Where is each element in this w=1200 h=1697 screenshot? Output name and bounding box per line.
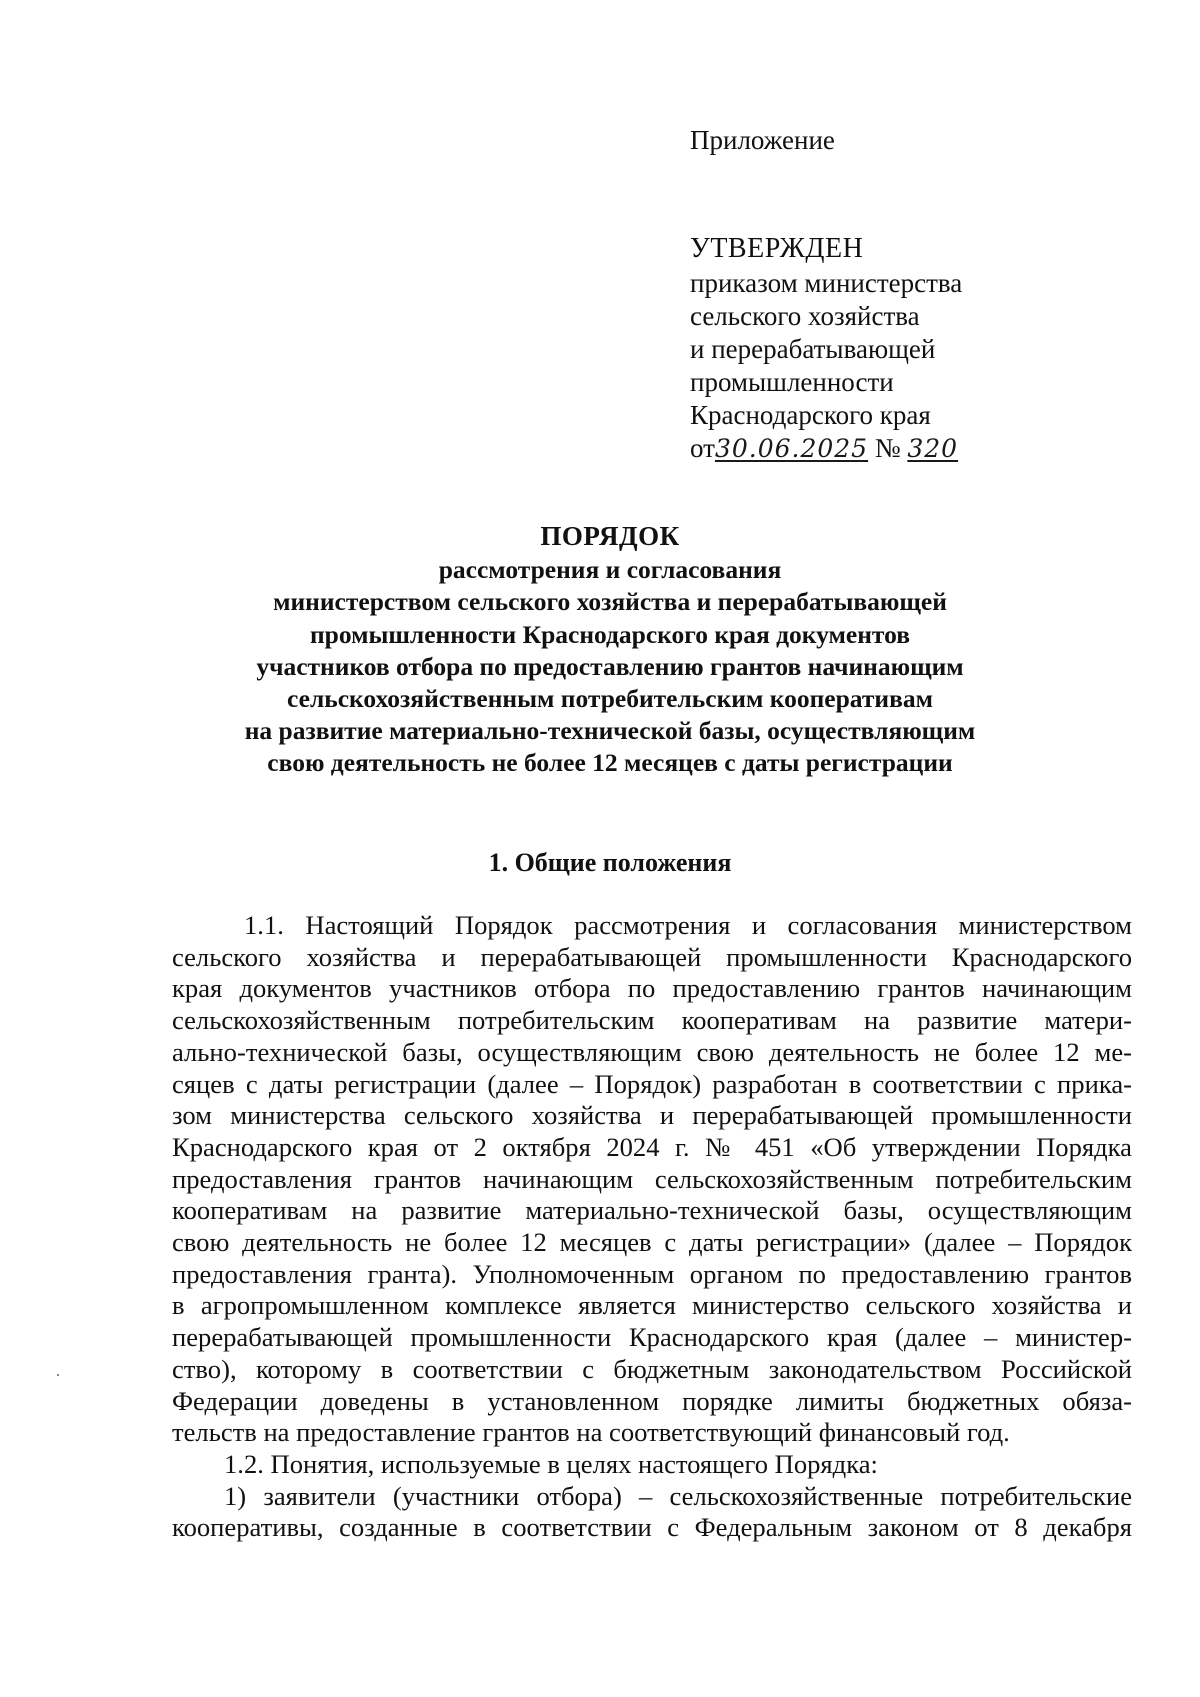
title-line: министерством сельского хозяйства и перерабатывающей (273, 587, 947, 617)
title-line: сельскохозяйственным потребительским кооперативам (287, 684, 933, 714)
title-line: на развитие материально-технической базы, осуществляющим (244, 716, 976, 746)
approval-block (690, 232, 962, 465)
paragraph-line: кооперативы, созданные в соответствии с Федеральным законом от 8 декабря (172, 1512, 1132, 1543)
paragraph-line: ство), которому в соответствии с бюджетным законодательством Российской (172, 1353, 1132, 1384)
title-line: промышленности Краснодарского края документов (309, 619, 911, 649)
approved-label: УТВЕРЖДЕН (690, 233, 864, 264)
paragraph-line: предоставления гранта). Уполномоченным органом по предоставлению грантов (172, 1258, 1132, 1289)
section-body (172, 910, 1132, 1544)
title-line: участников отбора по предоставлению грантов начинающим (256, 651, 964, 681)
paragraph-line: Федерации доведены в установленном порядке лимиты бюджетных обяза- (172, 1385, 1132, 1416)
title-line: свою деятельность не более 12 месяцев с даты регистрации (267, 748, 953, 778)
paragraph-line: сельскохозяйственным потребительским кооперативам на развитие матери- (172, 1005, 1132, 1036)
paragraph-line: края документов участников отбора по предоставлению грантов начинающим (172, 973, 1132, 1004)
paragraph-line: предоставления грантов начинающим сельскохозяйственным потребительским (172, 1163, 1132, 1194)
paragraph-1-2: 1.2. Понятия, используемые в целях настоящего Порядка: (224, 1448, 878, 1479)
paragraph-line: тельств на предоставление грантов на соответствующий финансовый год. (172, 1417, 1010, 1448)
title-main: ПОРЯДОК (540, 521, 680, 551)
approval-line: приказом министерства (690, 268, 963, 298)
paragraph-line: в агропромышленном комплексе является министерство сельского хозяйства и (172, 1290, 1132, 1321)
paragraph-line: кооперативам на развитие материально-технической базы, осуществляющим (172, 1195, 1132, 1226)
section-heading: 1. Общие положения (488, 848, 732, 877)
paragraph-line: ально-технической базы, осуществляющим свою деятельность не более 12 ме- (172, 1036, 1132, 1067)
handwritten-number: 320 (907, 434, 959, 463)
approval-line: промышленности (690, 367, 894, 397)
paragraph-line: 1) заявители (участники отбора) – сельскохозяйственные потребительские (224, 1480, 1132, 1511)
handwritten-date: 30.06.2025 (714, 434, 869, 463)
paragraph-line: перерабатывающей промышленности Краснодарского края (далее – министер- (172, 1322, 1132, 1353)
appendix-label: Приложение (690, 125, 835, 155)
paragraph-line: 1.1. Настоящий Порядок рассмотрения и согласования министерством (244, 910, 1132, 940)
paragraph-line: сяцев с даты регистрации (далее – Порядок) разработан в соответствии с прика- (172, 1068, 1132, 1099)
paragraph-line: сельского хозяйства и перерабатывающей промышленности Краснодарского (172, 941, 1132, 972)
approval-date-line (690, 432, 962, 465)
title-line: рассмотрения и согласования (438, 555, 782, 585)
paragraph-line: зом министерства сельского хозяйства и перерабатывающей промышленности (172, 1100, 1132, 1131)
scan-speck (57, 1374, 59, 1376)
approval-line: Краснодарского края (690, 400, 931, 430)
paragraph-line: свою деятельность не более 12 месяцев с даты регистрации» (далее – Порядок (172, 1227, 1132, 1258)
paragraph-line: Краснодарского края от 2 октября 2024 г. № 451 «Об утверждении Порядка (172, 1131, 1132, 1162)
approval-line: сельского хозяйства (690, 301, 920, 331)
date-prefix: от (690, 433, 715, 463)
approval-line: и перерабатывающей (690, 334, 936, 364)
number-prefix: № (874, 433, 901, 463)
document-title (170, 520, 1050, 780)
